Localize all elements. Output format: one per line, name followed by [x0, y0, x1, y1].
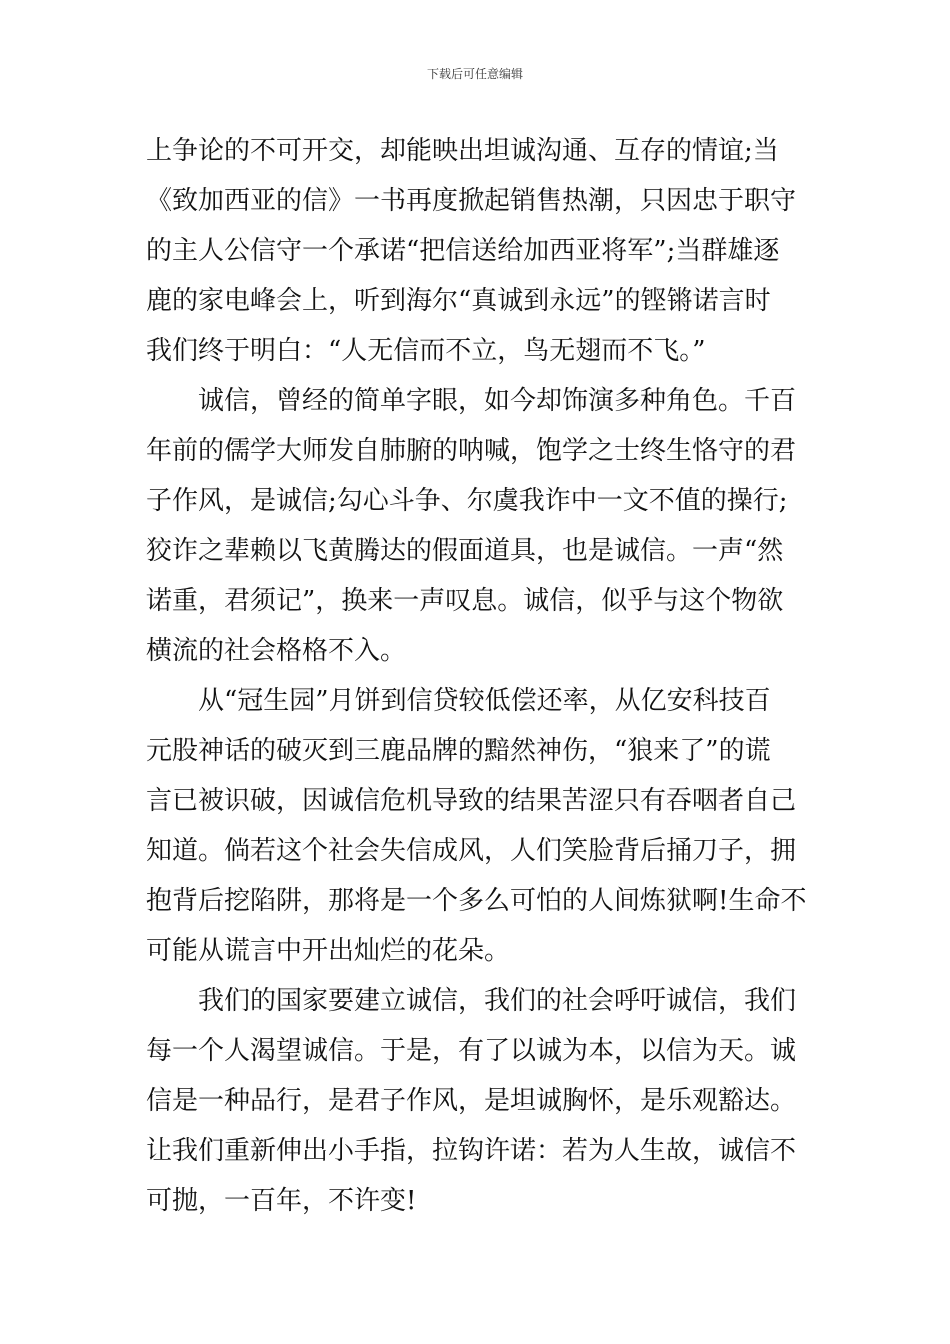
text-line-7: 年前的儒学大师发自肺腑的呐喊，饱学之士终生恪守的君 [146, 436, 797, 466]
text-line-8: 子作风，是诚信;勾心斗争、尔虞我诈中一文不值的操行; [146, 486, 788, 516]
text-line-17: 可能从谎言中开出灿烂的花朵。 [146, 936, 511, 966]
text-line-1: 上争论的不可开交，却能映出坦诚沟通、互存的情谊;当 [146, 136, 779, 166]
text-line-6: 诚信，曾经的简单字眼，如今却饰演多种角色。千百 [198, 386, 797, 416]
text-line-9: 狡诈之辈赖以飞黄腾达的假面道具，也是诚信。一声“然 [146, 536, 784, 566]
text-line-20: 信是一种品行，是君子作风，是坦诚胸怀，是乐观豁达。 [146, 1086, 797, 1116]
text-line-3: 的主人公信守一个承诺“把信送给加西亚将军”;当群雄逐 [146, 236, 780, 266]
text-line-15: 知道。倘若这个社会失信成风，人们笑脸背后捅刀子，拥 [146, 836, 797, 866]
text-line-2: 《致加西亚的信》一书再度掀起销售热潮，只因忠于职守 [146, 186, 797, 216]
text-line-18: 我们的国家要建立诚信，我们的社会呼吁诚信，我们 [198, 986, 797, 1016]
text-line-5: 我们终于明白：“人无信而不立，鸟无翅而不飞。” [146, 336, 706, 366]
text-line-13: 元股神话的破灭到三鹿品牌的黯然神伤，“狼来了”的谎 [146, 736, 771, 766]
text-line-11: 横流的社会格格不入。 [146, 636, 407, 666]
text-line-22: 可抛，一百年，不许变! [146, 1186, 417, 1216]
page-header: 下载后可任意编辑 [426, 67, 523, 81]
text-line-16: 抱背后挖陷阱，那将是一个多么可怕的人间炼狱啊!生命不 [146, 886, 806, 916]
text-line-21: 让我们重新伸出小手指，拉钩许诺：若为人生故，诚信不 [146, 1136, 797, 1166]
text-line-10: 诺重，君须记”，换来一声叹息。诚信，似乎与这个物欲 [146, 586, 784, 616]
text-line-14: 言已被识破，因诚信危机导致的结果苦涩只有吞咽者自己 [146, 786, 797, 816]
text-line-4: 鹿的家电峰会上，听到海尔“真诚到永远”的铿锵诺言时 [146, 286, 771, 316]
text-line-19: 每一个人渴望诚信。于是，有了以诚为本，以信为天。诚 [146, 1036, 797, 1066]
document-body [146, 126, 806, 1226]
text-line-12: 从“冠生园”月饼到信贷较低偿还率，从亿安科技百 [198, 686, 771, 716]
